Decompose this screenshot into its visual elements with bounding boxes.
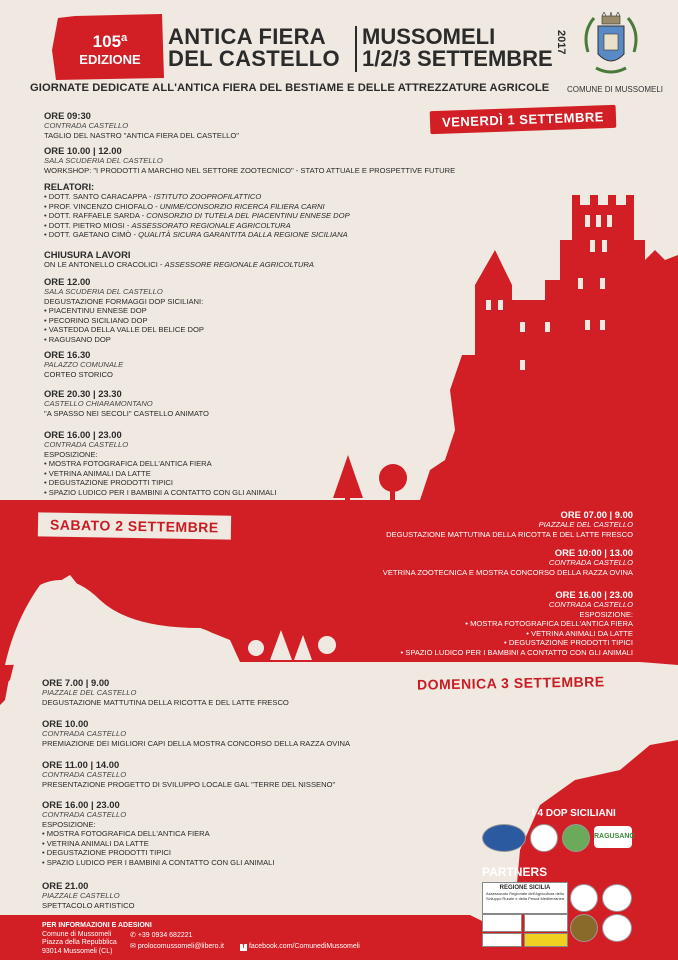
event-desc: ESPOSIZIONE: [44,449,98,459]
event-desc: CORTEO STORICO [44,369,113,379]
event-title-line2: DEL CASTELLO [168,46,340,71]
saturday-event-2 [300,547,633,577]
list-item: • DEGUSTAZIONE PRODOTTI TIPICI [300,638,633,648]
list-item: • MOSTRA FOTOGRAFICA DELL'ANTICA FIERA [42,829,362,839]
relatore-item: • PROF. VINCENZO CHIOFALO - UNIME/CONSORZIO RICERCA FILIERA CARNI [44,202,464,212]
relatori-list [44,192,464,240]
event-place: PIAZZALE DEL CASTELLO [538,520,633,529]
event-title-line1: ANTICA FIERA [168,24,326,49]
event-desc: WORKSHOP: "I PRODOTTI A MARCHIO NEL SETTORE ZOOTECNICO" - STATO ATTUALE E PROSPETTIVE FUTURE [44,165,456,175]
partner-logo-round-4 [602,914,632,942]
event-desc: VETRINA ZOOTECNICA E MOSTRA CONCORSO DELLA RAZZA OVINA [382,567,633,577]
event-desc: SPETTACOLO ARTISTICO [42,900,135,910]
list-item: • VETRINA ANIMALI DA LATTE [300,629,633,639]
phone-icon: ✆ [130,932,136,939]
event-time: ORE 10:00 | 13.00 [554,547,633,558]
event-time: ORE 20.30 | 23.30 [44,388,122,399]
address-line: 93014 Mussomeli (CL) [42,947,113,955]
email-address[interactable]: prolocomussomeli@libero.it [137,943,224,950]
edition-label: EDIZIONE [79,52,141,67]
partner-logo-round-1 [570,884,598,912]
event-subtitle: GIORNATE DEDICATE ALL'ANTICA FIERA DEL BESTIAME E DELLE ATTREZZATURE AGRICOLE [30,82,550,94]
partner-regione-sub: Assessorato Regionale dell'Agricoltura dello Sviluppo Rurale e della Pesca Mediterranea [485,891,565,901]
event-place: CONTRADA CASTELLO [42,810,127,819]
partner-logo-round-3 [570,914,598,942]
event-time: ORE 12.00 [44,276,91,287]
event-place: PIAZZALE CASTELLO [42,891,120,900]
sunday-event-4 [42,799,362,868]
partner-logo-confagricoltura [482,933,522,947]
event-place: CONTRADA CASTELLO [42,770,127,779]
event-time: ORE 21.00 [42,880,89,891]
event-place: PALAZZO COMUNALE [44,360,124,369]
list-item: • DEGUSTAZIONE PRODOTTI TIPICI [42,848,362,858]
partner-regione-title: REGIONE SICILIA [499,885,551,891]
event-place: CONTRADA CASTELLO [44,440,129,449]
event-time: ORE 16.00 | 23.00 [555,589,633,600]
event-time: ORE 07.00 | 9.00 [560,509,633,520]
event-time: ORE 16.30 [44,349,91,360]
event-place: SALA SCUDERIA DEL CASTELLO [44,287,163,296]
title-divider [355,26,357,72]
partner-logo-round-2 [602,884,632,912]
town-name: MUSSOMELI [362,24,496,49]
event-desc: DEGUSTAZIONE MATTUTINA DELLA RICOTTA E DEL LATTE FRESCO [386,529,633,539]
saturday-event-3 [300,589,633,658]
list-item: • DEGUSTAZIONE PRODOTTI TIPICI [44,478,344,488]
sunday-event-2 [42,718,442,748]
event-time: ORE 16.00 | 23.00 [42,799,120,810]
list-item: • VETRINA ANIMALI DA LATTE [42,839,362,849]
list-item: • PECORINO SICILIANO DOP [44,316,344,326]
event-place: SALA SCUDERIA DEL CASTELLO [44,156,163,165]
friday-chiusura: CHIUSURA LAVORI ON LE ANTONELLO CRACOLICI - ASSESSORE REGIONALE AGRICOLTURA [44,249,464,270]
sunday-event-1 [42,677,402,707]
saturday-event-1 [300,509,633,539]
list-item: • RAGUSANO DOP [44,335,344,345]
event-place: CONTRADA CASTELLO [44,121,129,130]
tree-icon [248,640,264,656]
relatore-item: • DOTT. SANTO CARACAPPA - ISTITUTO ZOOPROFILATTICO [44,192,464,202]
list-item: • VASTEDDA DELLA VALLE DEL BELICE DOP [44,325,344,335]
facebook-icon: f [240,944,247,951]
list-item: • SPAZIO LUDICO PER I BAMBINI A CONTATTO CON GLI ANIMALI [44,488,344,498]
partner-logo-coldiretti [524,933,568,947]
event-title [168,26,358,70]
email-icon: ✉ [130,943,136,950]
event-desc: PREMIAZIONE DEI MIGLIORI CAPI DELLA MOSTRA CONCORSO DELLA RAZZA OVINA [42,738,351,748]
relatore-item: • DOTT. GAETANO CIMÒ - QUALITÀ SICURA GARANTITA DALLA REGIONE SICILIANA [44,230,464,240]
event-time: ORE 09:30 [44,110,91,121]
sunday-event-3 [42,759,442,789]
event-place: CASTELLO CHIARAMONTANO [44,399,153,408]
event-place: PIAZZALE DEL CASTELLO [42,688,137,697]
event-time: ORE 10.00 | 12.00 [44,145,122,156]
edition-number: 105ª [92,32,128,51]
facebook-link[interactable]: facebook.com/ComunediMussomeli [248,943,360,950]
town-and-dates [362,26,562,70]
dop-logo-vastedda [562,824,590,852]
friday-event-3 [44,276,344,345]
comune-crest-icon [580,12,642,82]
event-time: ORE 11.00 | 14.00 [42,759,120,770]
friday-relatori [44,181,464,240]
chiusura-label: CHIUSURA LAVORI [44,249,131,260]
partners-title: PARTNERS [482,865,548,879]
sunday-banner: DOMENICA 3 SETTEMBRE [405,669,617,697]
saturday-banner: SABATO 2 SETTEMBRE [38,512,231,539]
event-desc: ESPOSIZIONE: [579,609,633,619]
info-label: PER INFORMAZIONI E ADESIONI [42,922,152,929]
list-item: • SPAZIO LUDICO PER I BAMBINI A CONTATTO CON GLI ANIMALI [300,648,633,658]
event-place: CONTRADA CASTELLO [42,729,127,738]
event-place: CONTRADA CASTELLO [548,600,633,609]
relatori-label: RELATORI: [44,181,95,192]
list-item: • MOSTRA FOTOGRAFICA DELL'ANTICA FIERA [44,459,344,469]
event-time: ORE 10.00 [42,718,89,729]
partner-logo-regione-sicilia [482,882,568,914]
event-time: ORE 16.00 | 23.00 [44,429,122,440]
friday-event-6 [44,429,344,498]
footer-email [130,943,224,952]
partner-logo-cia [524,914,568,932]
address-line: Piazza della Repubblica [42,939,117,946]
friday-event-2 [44,145,504,175]
chiusura-role: ASSESSORE REGIONALE AGRICOLTURA [164,260,314,269]
list-item: • PIACENTINU ENNESE DOP [44,306,344,316]
event-desc: DEGUSTAZIONE FORMAGGI DOP SICILIANI: [44,296,204,306]
friday-banner: VENERDÌ 1 SETTEMBRE [430,105,617,134]
friday-event-5 [44,388,344,418]
year-vertical: 2017 [555,30,567,55]
dop-logo-piacentinu [482,824,526,852]
event-desc: PRESENTAZIONE PROGETTO DI SVILUPPO LOCALE GAL "TERRE DEL NISSENO" [42,779,336,789]
partner-logo-ista [482,914,522,932]
dop-logo-pecorino [530,824,558,852]
friday-event-4 [44,349,344,379]
comune-label: COMUNE DI MUSSOMELI [566,85,663,94]
list-item: • SPAZIO LUDICO PER I BAMBINI A CONTATTO CON GLI ANIMALI [42,858,362,868]
event-desc: "A SPASSO NEI SECOLI" CASTELLO ANIMATO [44,408,209,418]
footer-phone [130,932,193,941]
phone-number: +39 0934 682221 [137,932,193,939]
sunday-event-5 [42,880,342,910]
dop-logo-ragusano: RAGUSANO [594,826,632,848]
friday-event-1 [44,110,404,140]
event-place: CONTRADA CASTELLO [548,558,633,567]
dop-title: I 4 DOP SICILIANI [532,808,616,819]
event-time: ORE 7.00 | 9.00 [42,677,110,688]
list-item: • VETRINA ANIMALI DA LATTE [44,469,344,479]
chiusura-name: ON LE ANTONELLO CRACOLICI [44,260,158,269]
event-desc: DEGUSTAZIONE MATTUTINA DELLA RICOTTA E DEL LATTE FRESCO [42,697,289,707]
relatore-item: • DOTT. RAFFAELE SARDA - CONSORZIO DI TUTELA DEL PIACENTINU ENNESE DOP [44,211,464,221]
event-desc: TAGLIO DEL NASTRO "ANTICA FIERA DEL CASTELLO" [44,130,239,140]
list-item: • MOSTRA FOTOGRAFICA DELL'ANTICA FIERA [300,619,633,629]
event-dates: 1/2/3 SETTEMBRE [362,46,553,71]
edition-badge [58,18,162,78]
relatore-item: • DOTT. PIETRO MIOSI - ASSESSORATO REGIONALE AGRICOLTURA [44,221,464,231]
footer-facebook [240,943,360,952]
address-line: Comune di Mussomeli [42,930,112,938]
event-desc: ESPOSIZIONE: [42,819,96,829]
